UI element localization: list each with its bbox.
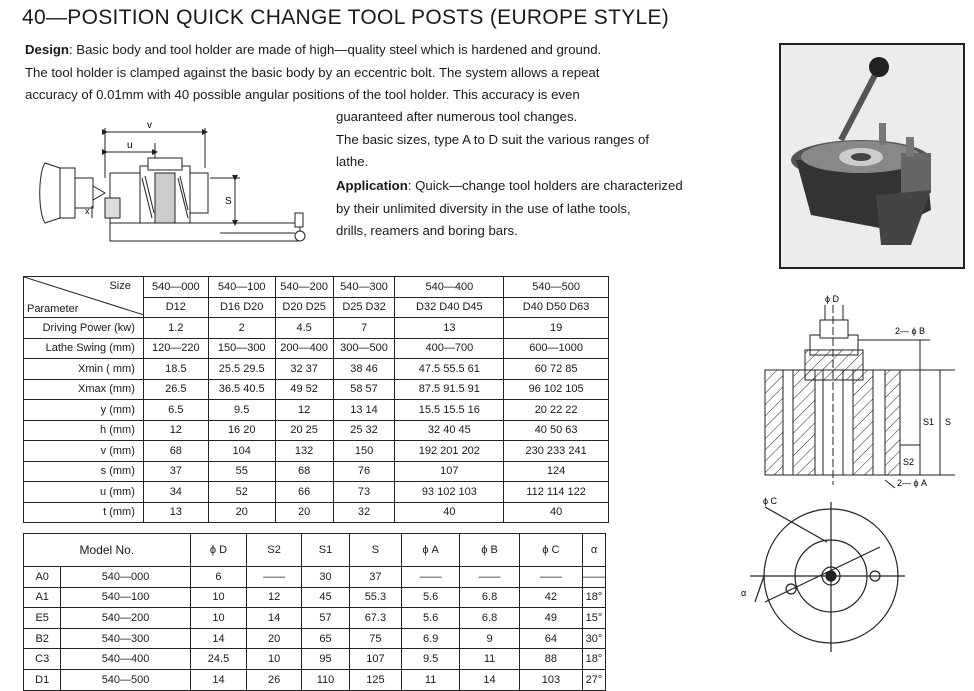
table-cell: 200—400 — [275, 338, 333, 359]
row-label: Lathe Swing (mm) — [24, 338, 144, 359]
table-cell: 26.5 — [143, 379, 208, 400]
table-cell: 14 — [460, 669, 519, 690]
table-cell: 18.5 — [143, 359, 208, 380]
sub-header: D20 D25 — [275, 297, 333, 318]
table-row — [24, 567, 606, 588]
row-label: v (mm) — [24, 441, 144, 462]
design-line-4: guaranteed after numerous tool changes. — [336, 109, 578, 124]
design-label: Design — [25, 42, 69, 57]
size-header: 540—200 — [275, 277, 333, 298]
table-row — [24, 338, 609, 359]
row-label: y (mm) — [24, 400, 144, 421]
table-cell: 20 — [275, 502, 333, 523]
table-cell: 15° — [583, 608, 606, 629]
sub-header: D16 D20 — [208, 297, 275, 318]
corner-cell — [24, 277, 144, 318]
table-cell: 19 — [504, 318, 609, 339]
models-header-row — [24, 534, 606, 567]
page-title: 40—POSITION QUICK CHANGE TOOL POSTS (EUROPE STYLE) — [22, 6, 670, 29]
table-cell: 1.2 — [143, 318, 208, 339]
table-cell: 540—200 — [61, 608, 190, 629]
table-cell: 20 — [208, 502, 275, 523]
table-cell: 10 — [190, 587, 247, 608]
design-line-3: accuracy of 0.01mm with 40 possible angular positions of the tool holder. This accuracy is even — [25, 87, 580, 102]
table-cell: —— — [247, 567, 302, 588]
table-cell: 38 46 — [333, 359, 395, 380]
design-line-2: The tool holder is clamped against the basic body by an eccentric bolt. The system allows a repeat — [25, 65, 600, 80]
sub-header: D12 — [143, 297, 208, 318]
models-header: S — [349, 534, 401, 567]
table-cell: 30 — [302, 567, 350, 588]
label-s2: S2 — [903, 457, 915, 467]
models-header: ϕ D — [190, 534, 247, 567]
table-row — [24, 649, 606, 670]
table-cell: 6.8 — [460, 587, 519, 608]
table-cell: 57 — [302, 608, 350, 629]
table-cell: 40 — [504, 502, 609, 523]
table-cell: 20 22 22 — [504, 400, 609, 421]
table-cell: 107 — [395, 461, 504, 482]
label-s1: S1 — [923, 417, 935, 427]
table-cell: 26 — [247, 669, 302, 690]
models-header: ϕ B — [460, 534, 519, 567]
table-cell: 540—100 — [61, 587, 190, 608]
table-cell: 10 — [190, 608, 247, 629]
row-label: s (mm) — [24, 461, 144, 482]
label-u: u — [127, 140, 133, 151]
table-cell: 32 40 45 — [395, 420, 504, 441]
row-label: t (mm) — [24, 502, 144, 523]
sub-header: D40 D50 D63 — [504, 297, 609, 318]
table-cell: 18° — [583, 649, 606, 670]
models-header: S2 — [247, 534, 302, 567]
table-cell: 40 50 63 — [504, 420, 609, 441]
section-drawing — [755, 290, 970, 490]
table-cell: 76 — [333, 461, 395, 482]
table-cell: 540—300 — [61, 628, 190, 649]
table-cell: 67.3 — [349, 608, 401, 629]
design-line-5: The basic sizes, type A to D suit the various ranges of — [336, 132, 649, 147]
table-cell: 540—000 — [61, 567, 190, 588]
table-cell: 540—500 — [61, 669, 190, 690]
table-row — [24, 379, 609, 400]
sub-header: D32 D40 D45 — [395, 297, 504, 318]
table-row — [24, 400, 609, 421]
tool-post-photo — [779, 43, 965, 269]
table-cell: 25.5 29.5 — [208, 359, 275, 380]
sub-header: D25 D32 — [333, 297, 395, 318]
table-row — [24, 502, 609, 523]
top-view-drawing — [735, 492, 910, 672]
table-cell: 64 — [519, 628, 582, 649]
table-cell: 120—220 — [143, 338, 208, 359]
table-cell: 104 — [208, 441, 275, 462]
row-label: h (mm) — [24, 420, 144, 441]
table-cell: —— — [519, 567, 582, 588]
table-cell: 18° — [583, 587, 606, 608]
table-cell: 20 — [247, 628, 302, 649]
row-label: Driving Power (kw) — [24, 318, 144, 339]
table-cell: E5 — [24, 608, 61, 629]
table-cell: 5.6 — [401, 608, 459, 629]
table-cell: 58 57 — [333, 379, 395, 400]
table-cell: 60 72 85 — [504, 359, 609, 380]
row-label: Xmax (mm) — [24, 379, 144, 400]
table-cell: 49 — [519, 608, 582, 629]
label-v: v — [147, 120, 152, 131]
table-cell: 49 52 — [275, 379, 333, 400]
table-row — [24, 482, 609, 503]
row-label: u (mm) — [24, 482, 144, 503]
table-cell: 68 — [275, 461, 333, 482]
table-cell: 103 — [519, 669, 582, 690]
table-cell: 42 — [519, 587, 582, 608]
table-cell: 13 — [143, 502, 208, 523]
table-cell: 6.9 — [401, 628, 459, 649]
table-cell: 12 — [143, 420, 208, 441]
table-cell: A0 — [24, 567, 61, 588]
table-cell: 36.5 40.5 — [208, 379, 275, 400]
table-cell: 6.5 — [143, 400, 208, 421]
application-text-1: Quick—change tool holders are characterized — [415, 178, 683, 193]
table-cell: 150—300 — [208, 338, 275, 359]
table-cell: C3 — [24, 649, 61, 670]
table-cell: 600—1000 — [504, 338, 609, 359]
label-phi-c: ϕ C — [763, 496, 778, 506]
size-header: 540—300 — [333, 277, 395, 298]
table-cell: —— — [583, 567, 606, 588]
table-cell: 87.5 91.5 91 — [395, 379, 504, 400]
models-header: ϕ A — [401, 534, 459, 567]
row-label: Xmin ( mm) — [24, 359, 144, 380]
models-header: ϕ C — [519, 534, 582, 567]
table-cell: 230 233 241 — [504, 441, 609, 462]
label-2-phi-b: 2— ϕ B — [895, 326, 926, 336]
table-row — [24, 420, 609, 441]
table-cell: 27° — [583, 669, 606, 690]
table-cell: 124 — [504, 461, 609, 482]
table-cell: 34 — [143, 482, 208, 503]
table-cell: 95 — [302, 649, 350, 670]
table-cell: 52 — [208, 482, 275, 503]
table-cell: 540—400 — [61, 649, 190, 670]
models-header: α — [583, 534, 606, 567]
table-cell: 45 — [302, 587, 350, 608]
models-table — [23, 533, 606, 691]
table-cell: 75 — [349, 628, 401, 649]
table-cell: 6 — [190, 567, 247, 588]
table-cell: 2 — [208, 318, 275, 339]
table-cell: 6.8 — [460, 608, 519, 629]
table-cell: D1 — [24, 669, 61, 690]
label-s: S — [945, 417, 952, 427]
parameters-body — [24, 318, 609, 523]
table-cell: 96 102 105 — [504, 379, 609, 400]
table-cell: 25 32 — [333, 420, 395, 441]
table-cell: 32 37 — [275, 359, 333, 380]
table-cell: 12 — [275, 400, 333, 421]
side-view-drawing — [30, 118, 330, 258]
table-row — [24, 441, 609, 462]
design-text-1: Basic body and tool holder are made of high—quality steel which is hardened and ground. — [76, 42, 602, 57]
table-cell: 15.5 15.5 16 — [395, 400, 504, 421]
table-cell: 24.5 — [190, 649, 247, 670]
table-cell: 132 — [275, 441, 333, 462]
size-header: 540—500 — [504, 277, 609, 298]
application-line-3: drills, reamers and boring bars. — [336, 223, 518, 238]
model-no-header: Model No. — [24, 534, 191, 567]
tool-post-image — [781, 45, 963, 267]
table-cell: 93 102 103 — [395, 482, 504, 503]
table-cell: 9 — [460, 628, 519, 649]
table-cell: 400—700 — [395, 338, 504, 359]
table-cell: —— — [460, 567, 519, 588]
table-cell: 4.5 — [275, 318, 333, 339]
table-header-row — [24, 277, 609, 298]
label-s: S — [225, 196, 232, 207]
size-header: 540—400 — [395, 277, 504, 298]
table-cell: 37 — [143, 461, 208, 482]
design-line-6: lathe. — [336, 154, 369, 169]
table-cell: 13 14 — [333, 400, 395, 421]
size-header: 540—100 — [208, 277, 275, 298]
table-cell: 107 — [349, 649, 401, 670]
table-cell: 32 — [333, 502, 395, 523]
design-line-1: Design: Basic body and tool holder are made of high—quality steel which is hardened and ground. — [25, 42, 602, 57]
table-row — [24, 359, 609, 380]
corner-size: Size — [109, 280, 131, 292]
table-cell: 66 — [275, 482, 333, 503]
table-cell: 16 20 — [208, 420, 275, 441]
models-header: S1 — [302, 534, 350, 567]
application-line-1: Application: Quick—change tool holders are characterized — [336, 178, 683, 193]
table-row — [24, 628, 606, 649]
table-cell: 37 — [349, 567, 401, 588]
table-cell: 40 — [395, 502, 504, 523]
table-cell: —— — [401, 567, 459, 588]
label-2-phi-a: 2— ϕ A — [897, 478, 928, 488]
table-cell: 73 — [333, 482, 395, 503]
application-line-2: by their unlimited diversity in the use of lathe tools, — [336, 201, 631, 216]
table-cell: 14 — [190, 628, 247, 649]
corner-parameter: Parameter — [27, 303, 79, 315]
table-cell: 9.5 — [401, 649, 459, 670]
table-cell: 47.5 55.5 61 — [395, 359, 504, 380]
table-cell: 55.3 — [349, 587, 401, 608]
table-cell: 150 — [333, 441, 395, 462]
table-cell: 30° — [583, 628, 606, 649]
table-cell: 5.6 — [401, 587, 459, 608]
application-label: Application — [336, 178, 408, 193]
table-row — [24, 318, 609, 339]
table-cell: 13 — [395, 318, 504, 339]
size-header: 540—000 — [143, 277, 208, 298]
table-row — [24, 608, 606, 629]
table-cell: 11 — [401, 669, 459, 690]
table-cell: 68 — [143, 441, 208, 462]
parameters-table — [23, 276, 609, 523]
table-cell: 300—500 — [333, 338, 395, 359]
label-x: x — [85, 206, 90, 216]
table-cell: B2 — [24, 628, 61, 649]
table-cell: 88 — [519, 649, 582, 670]
label-phi-d: ϕ D — [825, 294, 840, 304]
table-cell: 9.5 — [208, 400, 275, 421]
label-alpha: α — [741, 588, 747, 598]
table-cell: 20 25 — [275, 420, 333, 441]
table-cell: 112 114 122 — [504, 482, 609, 503]
table-row — [24, 587, 606, 608]
table-cell: 110 — [302, 669, 350, 690]
table-cell: 14 — [190, 669, 247, 690]
table-cell: 125 — [349, 669, 401, 690]
table-cell: 12 — [247, 587, 302, 608]
models-body — [24, 567, 606, 691]
table-cell: 7 — [333, 318, 395, 339]
table-cell: 192 201 202 — [395, 441, 504, 462]
table-cell: 14 — [247, 608, 302, 629]
table-cell: 11 — [460, 649, 519, 670]
table-row — [24, 461, 609, 482]
table-cell: A1 — [24, 587, 61, 608]
table-cell: 55 — [208, 461, 275, 482]
table-cell: 10 — [247, 649, 302, 670]
table-cell: 65 — [302, 628, 350, 649]
table-row — [24, 669, 606, 690]
